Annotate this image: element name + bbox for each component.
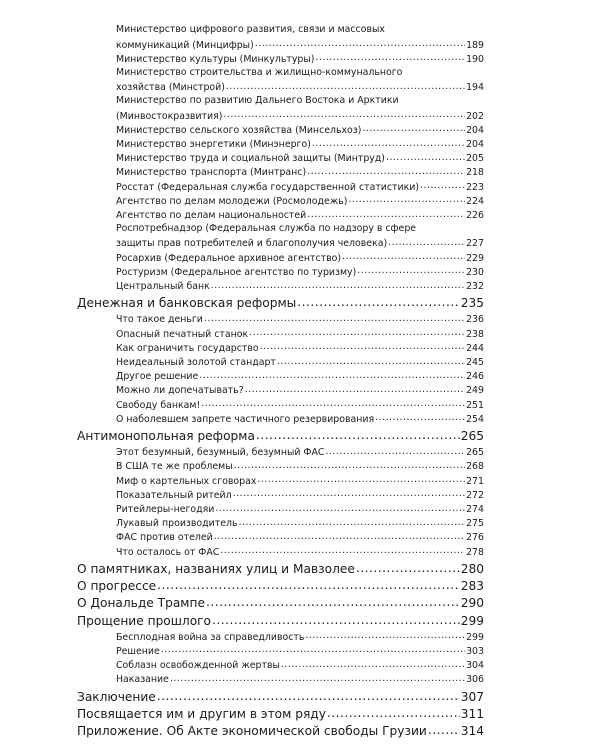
toc-dot-leader [375,412,465,421]
toc-entry-title: Можно ли допечатывать? [116,385,244,397]
toc-section-entry[interactable] [116,166,484,180]
toc-chapter-entry[interactable] [77,595,484,612]
toc-dot-leader [215,503,465,512]
toc-page-number: 299 [460,613,484,628]
toc-page-number: 223 [466,181,484,193]
toc-section-entry[interactable] [116,38,484,52]
toc-page-number: 283 [460,579,484,594]
toc-dot-leader [157,578,460,590]
toc-section-entry[interactable] [116,370,484,384]
toc-dot-leader [356,561,460,573]
toc-page-number: 275 [466,518,484,530]
toc-dot-leader [214,531,465,540]
toc-entry-title: О прогрессе [77,579,157,594]
toc-entry-title: Министерство энергетики (Минэнерго) [116,138,311,150]
toc-page-number: 265 [466,447,484,459]
toc-page-number: 311 [460,706,484,721]
toc-entry-title: Денежная и банковская реформы [77,296,297,311]
toc-entry-title: Лукавый производитель [116,518,238,530]
toc-dot-leader [315,52,465,61]
toc-section-entry[interactable] [116,180,484,194]
toc-dot-leader [256,428,460,440]
toc-page-number: 303 [466,645,484,657]
toc-section-entry[interactable] [116,123,484,137]
toc-dot-leader [428,723,460,735]
toc-section-entry[interactable] [116,251,484,265]
toc-dot-leader [362,123,465,132]
toc-page-number: 246 [466,371,484,383]
toc-section-entry[interactable] [116,446,484,460]
toc-entry-title: Министерство труда и социальной защиты (Минтруд) [116,153,385,165]
toc-entry-title: Ритейлеры-негодяи [116,503,215,515]
toc-page-number: 306 [466,674,484,686]
toc-dot-leader [212,613,460,625]
toc-section-entry[interactable] [116,398,484,412]
toc-dot-leader [307,209,465,218]
toc-entry-title: Решение [116,645,160,657]
toc-dot-leader [204,313,465,322]
toc-dot-leader [348,194,465,203]
toc-page-number: 268 [466,461,484,473]
toc-page-number: 272 [466,489,484,501]
toc-section-entry[interactable] [116,52,484,66]
toc-dot-leader [206,595,460,607]
toc-dot-leader [388,237,465,246]
toc-entry-title-line: Министерство строительства и жилищно-коммунального [116,66,403,78]
toc-page-number: 238 [466,328,484,340]
toc-section-entry[interactable] [116,81,484,95]
toc-entry-title: Свободу банкам! [116,399,201,411]
toc-page-number: 204 [466,124,484,136]
toc-chapter-entry[interactable] [77,723,484,740]
toc-page-number: 274 [466,503,484,515]
toc-section-entry[interactable] [116,152,484,166]
toc-entry-title: Росстат (Федеральная служба государственной статистики) [116,181,419,193]
toc-page-number: 290 [460,596,484,611]
toc-dot-leader [161,644,465,653]
toc-section-entry[interactable] [116,474,484,488]
toc-entry-title: Центральный банк [116,280,210,292]
toc-entry-title: Опасный печатный станок [116,328,249,340]
toc-dot-leader [233,488,465,497]
toc-page-number: 271 [466,475,484,487]
toc-entry-title: Что осталось от ФАС [116,546,220,558]
toc-chapter-entry[interactable] [77,428,484,445]
toc-page-number: 249 [466,385,484,397]
toc-entry-title: Приложение. Об Акте экономической свободы Грузии [77,724,427,739]
toc-chapter-entry[interactable] [77,613,484,630]
toc-dot-leader [249,327,465,336]
toc-entry-title: защиты прав потребителей и благополучия человека) [116,238,388,250]
toc-section-entry[interactable] [116,384,484,398]
toc-page-number: 229 [466,252,484,264]
toc-page-number: 205 [466,153,484,165]
toc-entry-title: Ростуризм (Федеральное агентство по туризму) [116,266,357,278]
toc-page-number: 307 [460,689,484,704]
toc-entry-title: Министерство транспорта (Минтранс) [116,167,307,179]
toc-entry-title: хозяйства (Минстрой) [116,82,225,94]
toc-entry-title: Антимонопольная реформа [77,429,255,444]
toc-section-entry[interactable] [116,327,484,341]
toc-entry-title: В США те же проблемы [116,461,233,473]
toc-chapter-entry[interactable] [77,295,484,312]
toc-dot-leader [312,138,465,147]
toc-entry-title: коммуникаций (Минцифры) [116,39,254,51]
toc-section-entry[interactable] [116,356,484,370]
toc-dot-leader [420,180,465,189]
toc-dot-leader [238,517,465,526]
toc-chapter-entry[interactable] [77,561,484,578]
toc-section-entry[interactable] [116,673,484,687]
toc-entry-title: Прощение прошлого [77,613,212,628]
toc-dot-leader [211,280,465,289]
toc-page-number: 304 [466,659,484,671]
toc-entry-title: Министерство культуры (Минкультуры) [116,53,315,65]
toc-dot-leader [201,398,465,407]
toc-dot-leader [386,152,465,161]
toc-entry-title: Посвящается им и другим в этом ряду [77,706,326,721]
toc-page-number: 236 [466,314,484,326]
toc-dot-leader [157,689,460,701]
toc-section-entry[interactable] [116,109,484,123]
toc-section-entry[interactable] [116,659,484,673]
toc-dot-leader [260,341,465,350]
toc-page-number: 265 [460,429,484,444]
toc-section-entry[interactable] [116,237,484,251]
toc-page-number: 227 [466,238,484,250]
toc-section-entry[interactable] [116,531,484,545]
toc-chapter-entry[interactable] [77,706,484,723]
toc-page-number: 232 [466,280,484,292]
toc-dot-leader [255,38,465,47]
toc-dot-leader [234,460,465,469]
toc-dot-leader [307,166,465,175]
toc-entry-title-line: Министерство цифрового развития, связи и массовых [116,24,385,35]
toc-entry-title: Этот безумный, безумный, безумный ФАС [116,447,325,459]
toc-dot-leader [223,109,465,118]
toc-page-number: 224 [466,195,484,207]
toc-dot-leader [305,630,465,639]
toc-entry-title: Агентство по делам молодежи (Росмолодежь) [116,195,348,207]
toc-dot-leader [357,265,465,274]
toc-section-entry[interactable] [116,341,484,355]
toc-dot-leader [327,706,460,718]
toc-section-entry[interactable] [116,503,484,517]
toc-entry-title: Миф о картельных сговорах [116,475,257,487]
toc-entry-title: Министерство сельского хозяйства (Минсельхоз) [116,124,362,136]
toc-entry-title: Неидеальный золотой стандарт [116,356,276,368]
toc-page-number: 280 [460,562,484,577]
toc-page-number: 235 [460,296,484,311]
toc-dot-leader [199,370,465,379]
toc-section-entry[interactable] [116,313,484,327]
toc-section-entry[interactable] [116,517,484,531]
toc-dot-leader [281,659,465,668]
toc-entry-title: Агентство по делам национальностей [116,209,307,221]
toc-page-number: 299 [466,631,484,643]
toc-dot-leader [170,673,465,682]
toc-entry-title: Соблазн освобожденной жертвы [116,659,280,671]
toc-entry-title: (Минвостокразвития) [116,110,223,122]
toc-dot-leader [325,446,465,455]
toc-section-entry[interactable] [116,265,484,279]
toc-chapter-entry[interactable] [77,578,484,595]
toc-section-entry[interactable] [116,488,484,502]
toc-page-number: 278 [466,546,484,558]
toc-entry-title: Показательный ритейл [116,489,232,501]
toc-entry-title-line: Роспотребнадзор (Федеральная служба по надзору в сфере [116,222,417,234]
toc-dot-leader [297,295,459,307]
toc-section-entry[interactable] [116,460,484,474]
toc-entry-title: Бесплодная война за справедливость [116,631,305,643]
toc-entry-title: Как ограничить государство [116,342,259,354]
toc-page-number: 251 [466,399,484,411]
toc-page-number: 190 [466,53,484,65]
toc-section-entry[interactable] [116,630,484,644]
toc-page-number: 226 [466,209,484,221]
toc-entry-title: Заключение [77,689,156,704]
toc-page-number: 189 [466,39,484,51]
toc-section-entry[interactable] [116,545,484,559]
toc-entry-title: О наболевшем запрете частичного резервирования [116,413,375,425]
toc-page-number: 276 [466,532,484,544]
toc-page-number: 204 [466,138,484,150]
toc-section-entry[interactable] [116,209,484,223]
toc-entry-title: ФАС против отелей [116,532,213,544]
toc-dot-leader [226,81,465,90]
toc-dot-leader [220,545,465,554]
toc-page-number: 194 [466,82,484,94]
toc-page-number: 314 [460,724,484,739]
toc-entry-title: О памятниках, названиях улиц и Мавзолее [77,562,355,577]
toc-dot-leader [342,251,465,260]
toc-dot-leader [257,474,465,483]
toc-entry-title: Что такое деньги [116,314,203,326]
toc-page-number: 245 [466,356,484,368]
toc-entry-title-line: Министерство по развитию Дальнего Востока и Арктики [116,95,399,106]
toc-dot-leader [277,356,465,365]
toc-page-number: 244 [466,342,484,354]
toc-page-number: 218 [466,167,484,179]
toc-entry-title: О Дональде Трампе [77,596,205,611]
toc-dot-leader [245,384,465,393]
toc-section-entry[interactable] [116,194,484,208]
toc-page-number: 202 [466,110,484,122]
toc-entry-title: Росархив (Федеральное архивное агентство) [116,252,341,264]
toc-section-entry[interactable] [116,412,484,426]
toc-page-number: 254 [466,413,484,425]
toc-page-number: 230 [466,266,484,278]
toc-entry-title: Другое решение [116,371,199,383]
toc-entry-title: Наказание [116,674,169,686]
toc-chapter-entry[interactable] [77,689,484,706]
toc-section-entry[interactable] [116,644,484,658]
toc-section-entry[interactable] [116,280,484,294]
toc-section-entry[interactable] [116,138,484,152]
